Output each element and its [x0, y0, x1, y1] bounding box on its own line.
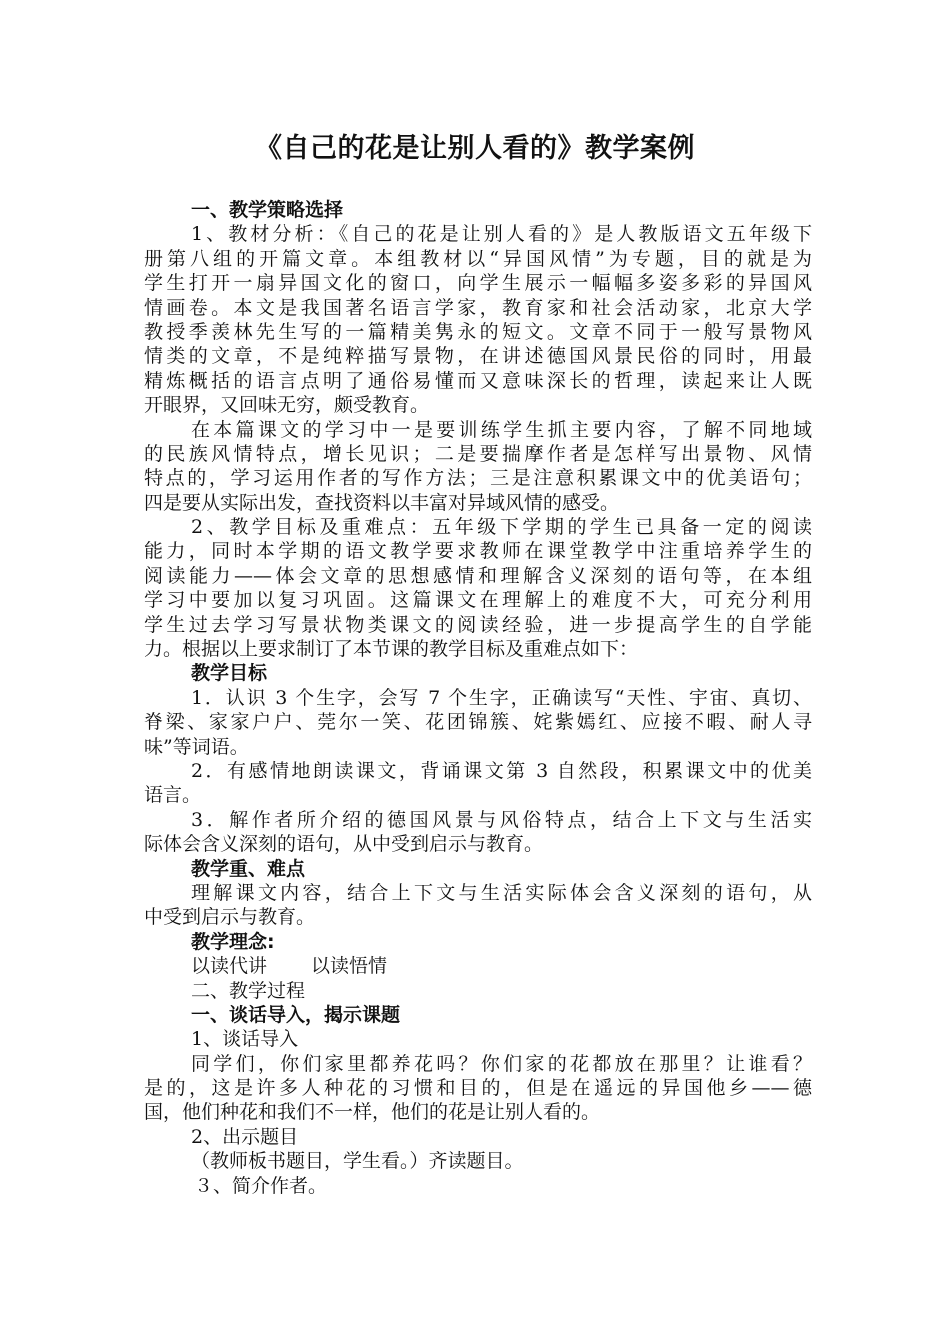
section-heading-process: 二、教学过程	[191, 979, 306, 1002]
paragraph-line: 中受到启示与教育。	[144, 906, 316, 929]
paragraph-line: 味”等词语。	[144, 735, 249, 758]
paragraph-line: 际体会含义深刻的语句，从中受到启示与教育。	[144, 833, 544, 856]
paragraph-line: 是的，这是许多人种花的习惯和目的，但是在遥远的异国他乡——德	[144, 1077, 812, 1100]
concept-item: 以读代讲	[191, 955, 268, 978]
paragraph-line: 1．认识 3 个生字，会写 7 个生字，正确读写“天性、宇宙、真切、	[191, 686, 812, 709]
paragraph-line: 学生过去学习写景状物类课文的阅读经验，进一步提高学生的自学能	[144, 613, 812, 636]
paragraph-line: 情类的文章，不是纯粹描写景物，在讲述德国风景民俗的同时，用最	[144, 345, 812, 368]
paragraph-line: 语言。	[144, 784, 202, 807]
paragraph-line: 力。根据以上要求制订了本节课的教学目标及重难点如下：	[144, 638, 639, 661]
paragraph-line: 脊梁、家家户户、莞尔一笑、花团锦簇、姹紫嫣红、应接不暇、耐人寻	[144, 711, 812, 734]
concept-line	[144, 954, 812, 978]
paragraph-line: 同学们，你们家里都养花吗？你们家的花都放在那里？让谁看？	[191, 1052, 812, 1075]
document-body	[144, 198, 812, 1198]
subheading-concept: 教学理念:	[191, 930, 275, 953]
paragraph-line: 特点的，学习运用作者的写作方法；三是注意积累课文中的优美语句；	[144, 467, 812, 490]
paragraph-line: 在本篇课文的学习中一是要训练学生抓主要内容，了解不同地域	[191, 418, 812, 441]
paragraph-line: 能力，同时本学期的语文教学要求教师在课堂教学中注重培养学生的	[144, 540, 812, 563]
paragraph-analysis	[144, 222, 812, 417]
paragraph-line: 学生打开一扇异国文化的窗口，向学生展示一幅幅多姿多彩的异国风	[144, 272, 812, 295]
document-title: 《自己的花是让别人看的》教学案例	[255, 133, 695, 164]
step-item-2-text: （教师板书题目，学生看。）齐读题目。	[191, 1150, 524, 1173]
concept-item: 以读悟情	[311, 955, 388, 978]
paragraph-goals-intro	[144, 515, 812, 661]
paragraph-keypoints	[144, 881, 812, 930]
section-heading-strategy: 一、教学策略选择	[191, 199, 344, 221]
subheading-keypoints: 教学重、难点	[191, 857, 306, 880]
paragraph-line: 3．解作者所介绍的德国风景与风俗特点，结合上下文与生活实	[191, 808, 812, 831]
paragraph-line: 的民族风情特点，增长见识；二是要揣摩作者是怎样写出景物、风情	[144, 442, 812, 465]
subheading-goals: 教学目标	[191, 662, 268, 685]
paragraph-line: 阅读能力——体会文章的思想感情和理解含义深刻的语句等，在本组	[144, 564, 812, 587]
paragraph-line: 册第八组的开篇文章。本组教材以“异国风情”为专题，目的就是为	[144, 247, 812, 270]
paragraph-line: 情画卷。本文是我国著名语言学家，教育家和社会活动家，北京大学	[144, 296, 812, 319]
goal-item-2	[144, 759, 812, 808]
paragraph-line: 2、教学目标及重难点：五年级下学期的学生已具备一定的阅读	[191, 516, 812, 539]
paragraph-line: 四是要从实际出发，查找资料以丰富对异域风情的感受。	[144, 491, 620, 514]
step-item-3: ３、简介作者。	[194, 1174, 328, 1197]
paragraph-line: 开眼界，又回味无穷，颇受教育。	[144, 394, 430, 417]
goal-item-3	[144, 808, 812, 857]
paragraph-line: 教授季羡林先生写的一篇精美隽永的短文。文章不同于一般写景物风	[144, 320, 812, 343]
paragraph-talk	[144, 1052, 812, 1125]
paragraph-line: 国，他们种花和我们不一样，他们的花是让别人看的。	[144, 1101, 601, 1124]
paragraph-study	[144, 418, 812, 516]
paragraph-line: 精炼概括的语言点明了通俗易懂而又意味深长的哲理，读起来让人既	[144, 369, 812, 392]
paragraph-line: 学习中要加以复习巩固。这篇课文在理解上的难度不大，可充分利用	[144, 589, 812, 612]
step-item-2: 2、出示题目	[191, 1125, 299, 1148]
paragraph-line: 1、教材分析：《自己的花是让别人看的》是人教版语文五年级下	[191, 223, 812, 246]
paragraph-line: 理解课文内容，结合上下文与生活实际体会含义深刻的语句，从	[191, 881, 812, 904]
goal-item-1	[144, 686, 812, 759]
step-heading-intro: 一、谈话导入，揭示课题	[191, 1003, 401, 1026]
paragraph-line: 2．有感情地朗读课文，背诵课文第 3 自然段，积累课文中的优美	[191, 759, 812, 782]
step-item-1: 1、谈话导入	[191, 1028, 299, 1051]
